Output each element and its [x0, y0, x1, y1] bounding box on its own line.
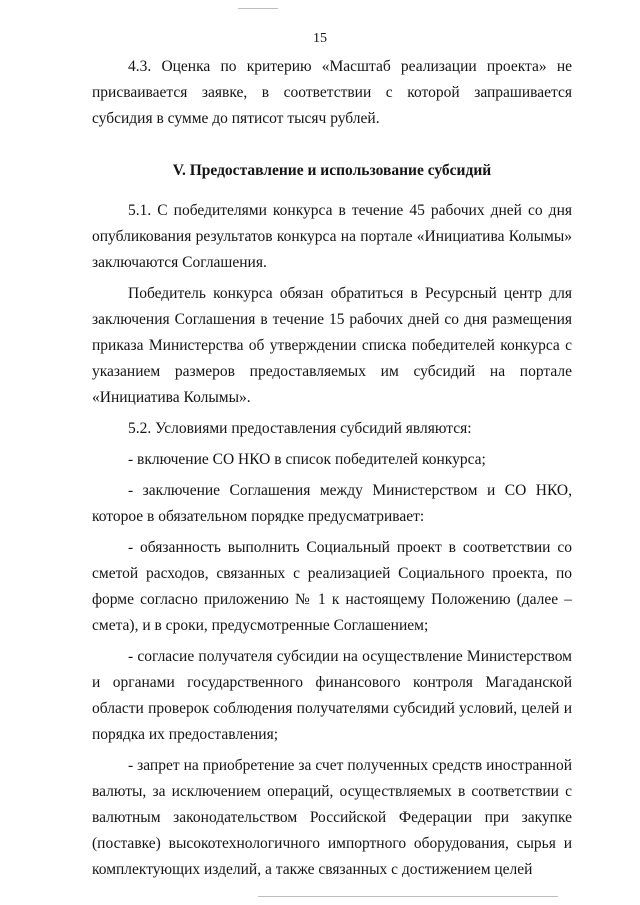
page-number: 15 [313, 31, 327, 46]
scan-artifact-bottom [258, 896, 558, 897]
scan-artifact-top [238, 8, 278, 9]
list-item-agreement: - заключение Соглашения между Министерством и СО НКО, которое в обязательном порядке предусматривает: [92, 482, 572, 525]
document-body [92, 54, 572, 888]
list-item-currency-ban: - запрет на приобретение за счет полученных средств иностранной валюты, за исключением операций, осуществляемых в соответствии с валютным законодательством Российской Федерации при закупке (поставке) высокотехнологичного импортного оборудования, сырья и комплектующих изделий, а также связанных с достижением целей [92, 757, 572, 878]
section-heading: V. Предоставление и использование субсидий [172, 162, 492, 179]
paragraph-winner-obligation: Победитель конкурса обязан обратиться в Ресурсный центр для заключения Соглашения в течение 15 рабочих дней со дня размещения приказа Министерства об утверждении списка победителей конкурса с указанием размеров предоставляемых им субсидий на портале «Инициатива Колымы». [92, 285, 572, 406]
paragraph-5-2: 5.2. Условиями предоставления субсидий являются: [128, 420, 472, 437]
list-item-inclusion: - включение СО НКО в список победителей конкурса; [128, 451, 486, 468]
list-item-consent: - согласие получателя субсидии на осуществление Министерством и органами государственного финансового контроля Магаданской области проверок соблюдения получателями субсидий условий, целей и порядка их предоставления; [92, 648, 572, 743]
paragraph-5-1: 5.1. С победителями конкурса в течение 45 рабочих дней со дня опубликования результатов конкурса на портале «Инициатива Колымы» заключаются Соглашения. [92, 202, 572, 271]
paragraph-4-3: 4.3. Оценка по критерию «Масштаб реализации проекта» не присваивается заявке, в соответствии с которой запрашивается субсидия в сумме до пятисот тысяч рублей. [92, 58, 572, 127]
list-item-obligation: - обязанность выполнить Социальный проект в соответствии со сметой расходов, связанных с реализацией Социального проекта, по форме согласно приложению № 1 к настоящему Положению (далее – смета), и в сроки, предусмотренные Соглашением; [92, 539, 572, 634]
